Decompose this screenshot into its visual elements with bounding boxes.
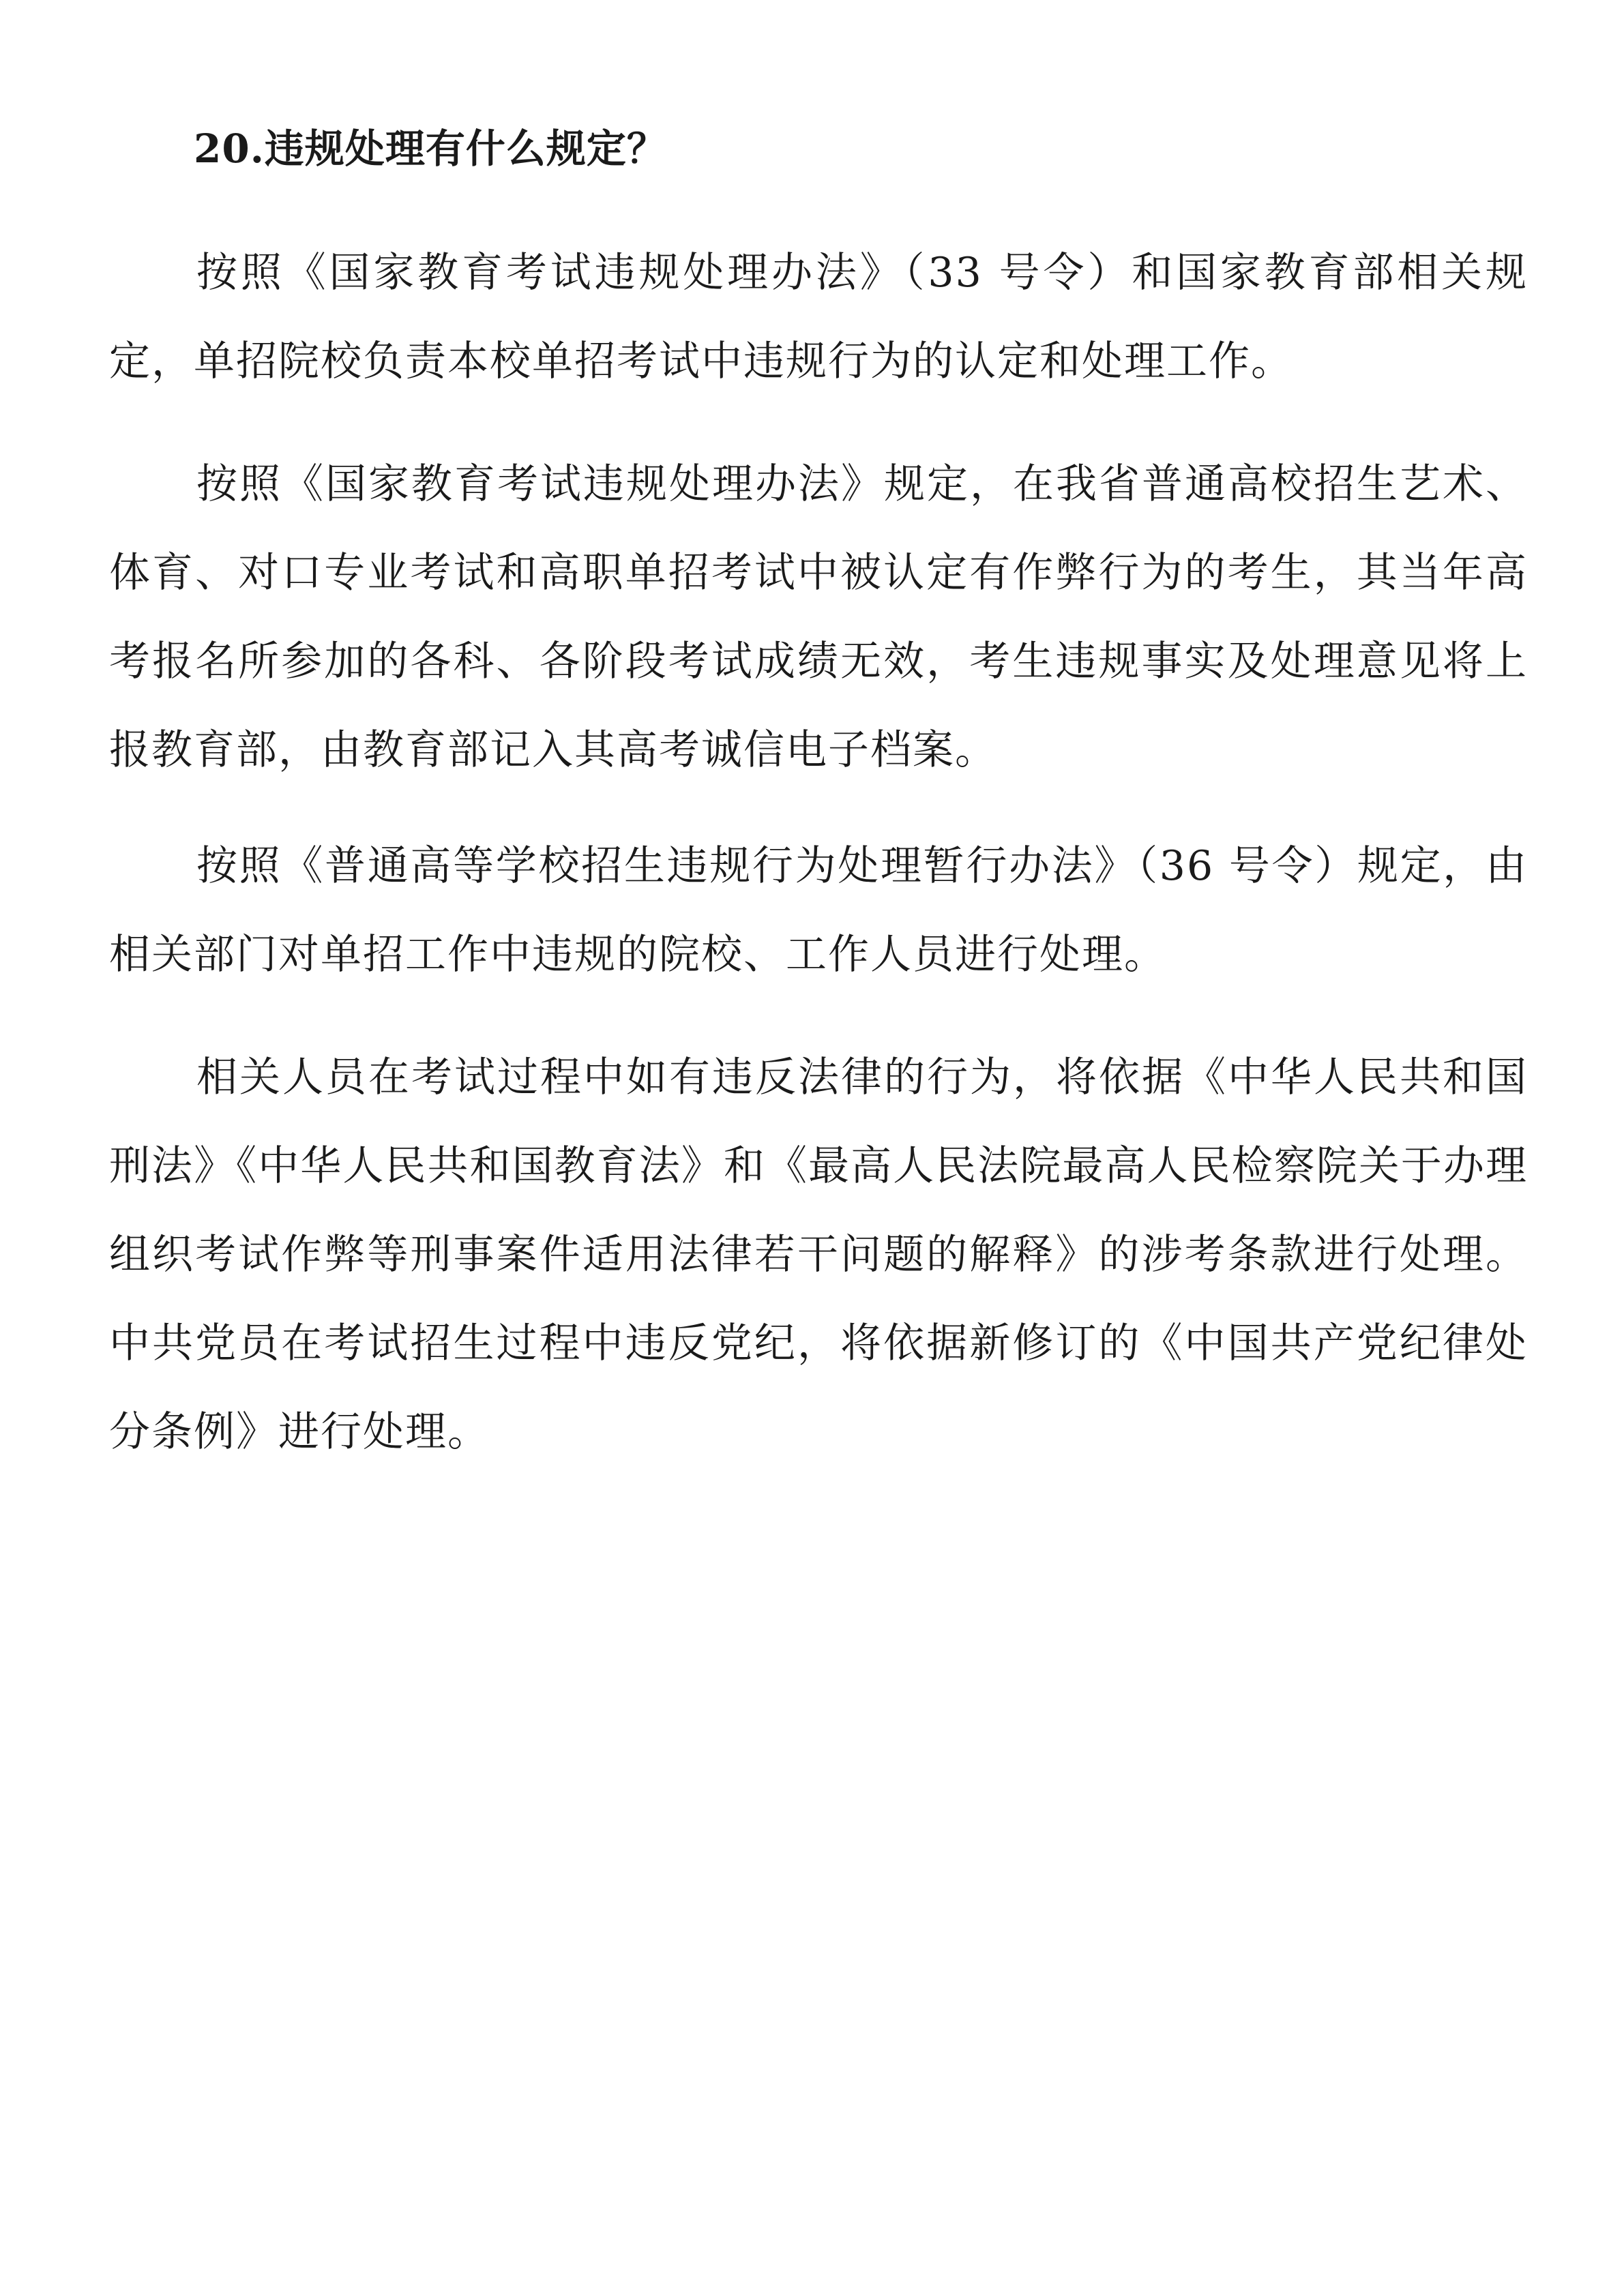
question-heading: 20.违规处理有什么规定？ [194, 125, 667, 172]
paragraph-1: 按照《国家教育考试违规处理办法》（33 号令）和国家教育部相关规定，单招院校负责本校单招考试中违规行为的认定和处理工作。 [109, 249, 1528, 385]
paragraph-2: 按照《国家教育考试违规处理办法》规定，在我省普通高校招生艺术、体育、对口专业考试和高职单招考试中被认定有作弊行为的考生，其当年高考报名所参加的各科、各阶段考试成绩无效，考生违规事实及处理意见将上报教育部，由教育部记入其高考诚信电子档案。 [109, 460, 1528, 774]
paragraph-4: 相关人员在考试过程中如有违反法律的行为，将依据《中华人民共和国刑法》《中华人民共和国教育法》和《最高人民法院最高人民检察院关于办理组织考试作弊等刑事案件适用法律若干问题的解释》的涉考条款进行处理。中共党员在考试招生过程中违反党纪，将依据新修订的《中国共产党纪律处分条例》进行处理。 [109, 1054, 1528, 1456]
paragraph-3: 按照《普通高等学校招生违规行为处理暂行办法》（36 号令）规定，由相关部门对单招工作中违规的院校、工作人员进行处理。 [109, 842, 1528, 979]
